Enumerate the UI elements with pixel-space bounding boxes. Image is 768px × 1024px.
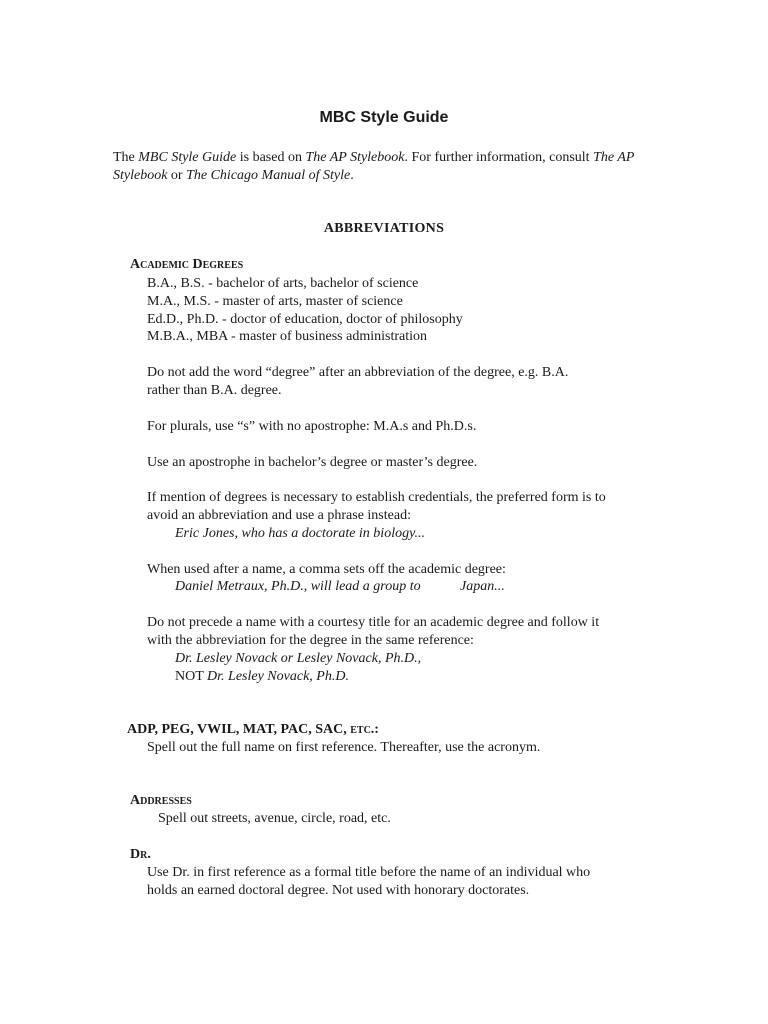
rule-apostrophe: Use an apostrophe in bachelor’s degree or master’s degree. [147, 455, 478, 470]
rule-courtesy-example2: NOT Dr. Lesley Novack, Ph.D. [175, 669, 349, 684]
document-title: MBC Style Guide [319, 109, 449, 126]
acronyms-text: Spell out the full name on first reference. Thereafter, use the acronym. [147, 740, 541, 755]
addresses-text: Spell out streets, avenue, circle, road, etc. [158, 811, 391, 826]
rule-comma-example-a: Daniel Metraux, Ph.D., will lead a group to [175, 579, 421, 594]
degree-item: Ed.D., Ph.D. - doctor of education, doctor of philosophy [147, 312, 463, 327]
intro-paragraph: The MBC Style Guide is based on The AP Stylebook. For further information, consult The AP Stylebook or The Chicago Manual of Style. [113, 150, 635, 183]
rule-credentials-example: Eric Jones, who has a doctorate in biology... [175, 526, 426, 541]
rule-credentials-line2: avoid an abbreviation and use a phrase instead: [147, 508, 411, 523]
degree-item: M.B.A., MBA - master of business administration [147, 329, 427, 344]
intro-ap-ref-2: The AP Stylebook [113, 150, 635, 183]
rule-degree-word-line1: Do not add the word “degree” after an abbreviation of the degree, e.g. B.A. [147, 365, 569, 380]
rule-comma: When used after a name, a comma sets off the academic degree: [147, 562, 506, 577]
degree-item: M.A., M.S. - master of arts, master of science [147, 294, 403, 309]
rule-credentials-line1: If mention of degrees is necessary to establish credentials, the preferred form is to [147, 490, 606, 505]
rule-plurals: For plurals, use “s” with no apostrophe: M.A.s and Ph.D.s. [147, 419, 477, 434]
addresses-heading: Addresses [130, 793, 192, 808]
acronyms-heading: ADP, PEG, VWIL, MAT, PAC, SAC, etc.: [127, 722, 379, 737]
degree-item: B.A., B.S. - bachelor of arts, bachelor of science [147, 276, 419, 291]
intro-ap-ref: The AP Stylebook [305, 150, 405, 165]
rule-comma-example-b: Japan... [460, 579, 505, 594]
intro-chicago-ref: The Chicago Manual of Style [186, 168, 351, 183]
rule-courtesy-example1: Dr. Lesley Novack or Lesley Novack, Ph.D., [175, 651, 422, 666]
intro-title-ref: MBC Style Guide [138, 150, 237, 165]
section-heading-abbreviations: ABBREVIATIONS [323, 221, 445, 236]
rule-degree-word-line2: rather than B.A. degree. [147, 383, 282, 398]
dr-text-line1: Use Dr. in first reference as a formal title before the name of an individual who [147, 865, 591, 880]
dr-heading: Dr. [130, 847, 151, 862]
dr-text-line2: holds an earned doctoral degree. Not used with honorary doctorates. [147, 883, 530, 898]
academic-degrees-heading: Academic Degrees [130, 257, 244, 272]
rule-courtesy-line1: Do not precede a name with a courtesy title for an academic degree and follow it [147, 615, 600, 630]
rule-courtesy-line2: with the abbreviation for the degree in the same reference: [147, 633, 474, 648]
